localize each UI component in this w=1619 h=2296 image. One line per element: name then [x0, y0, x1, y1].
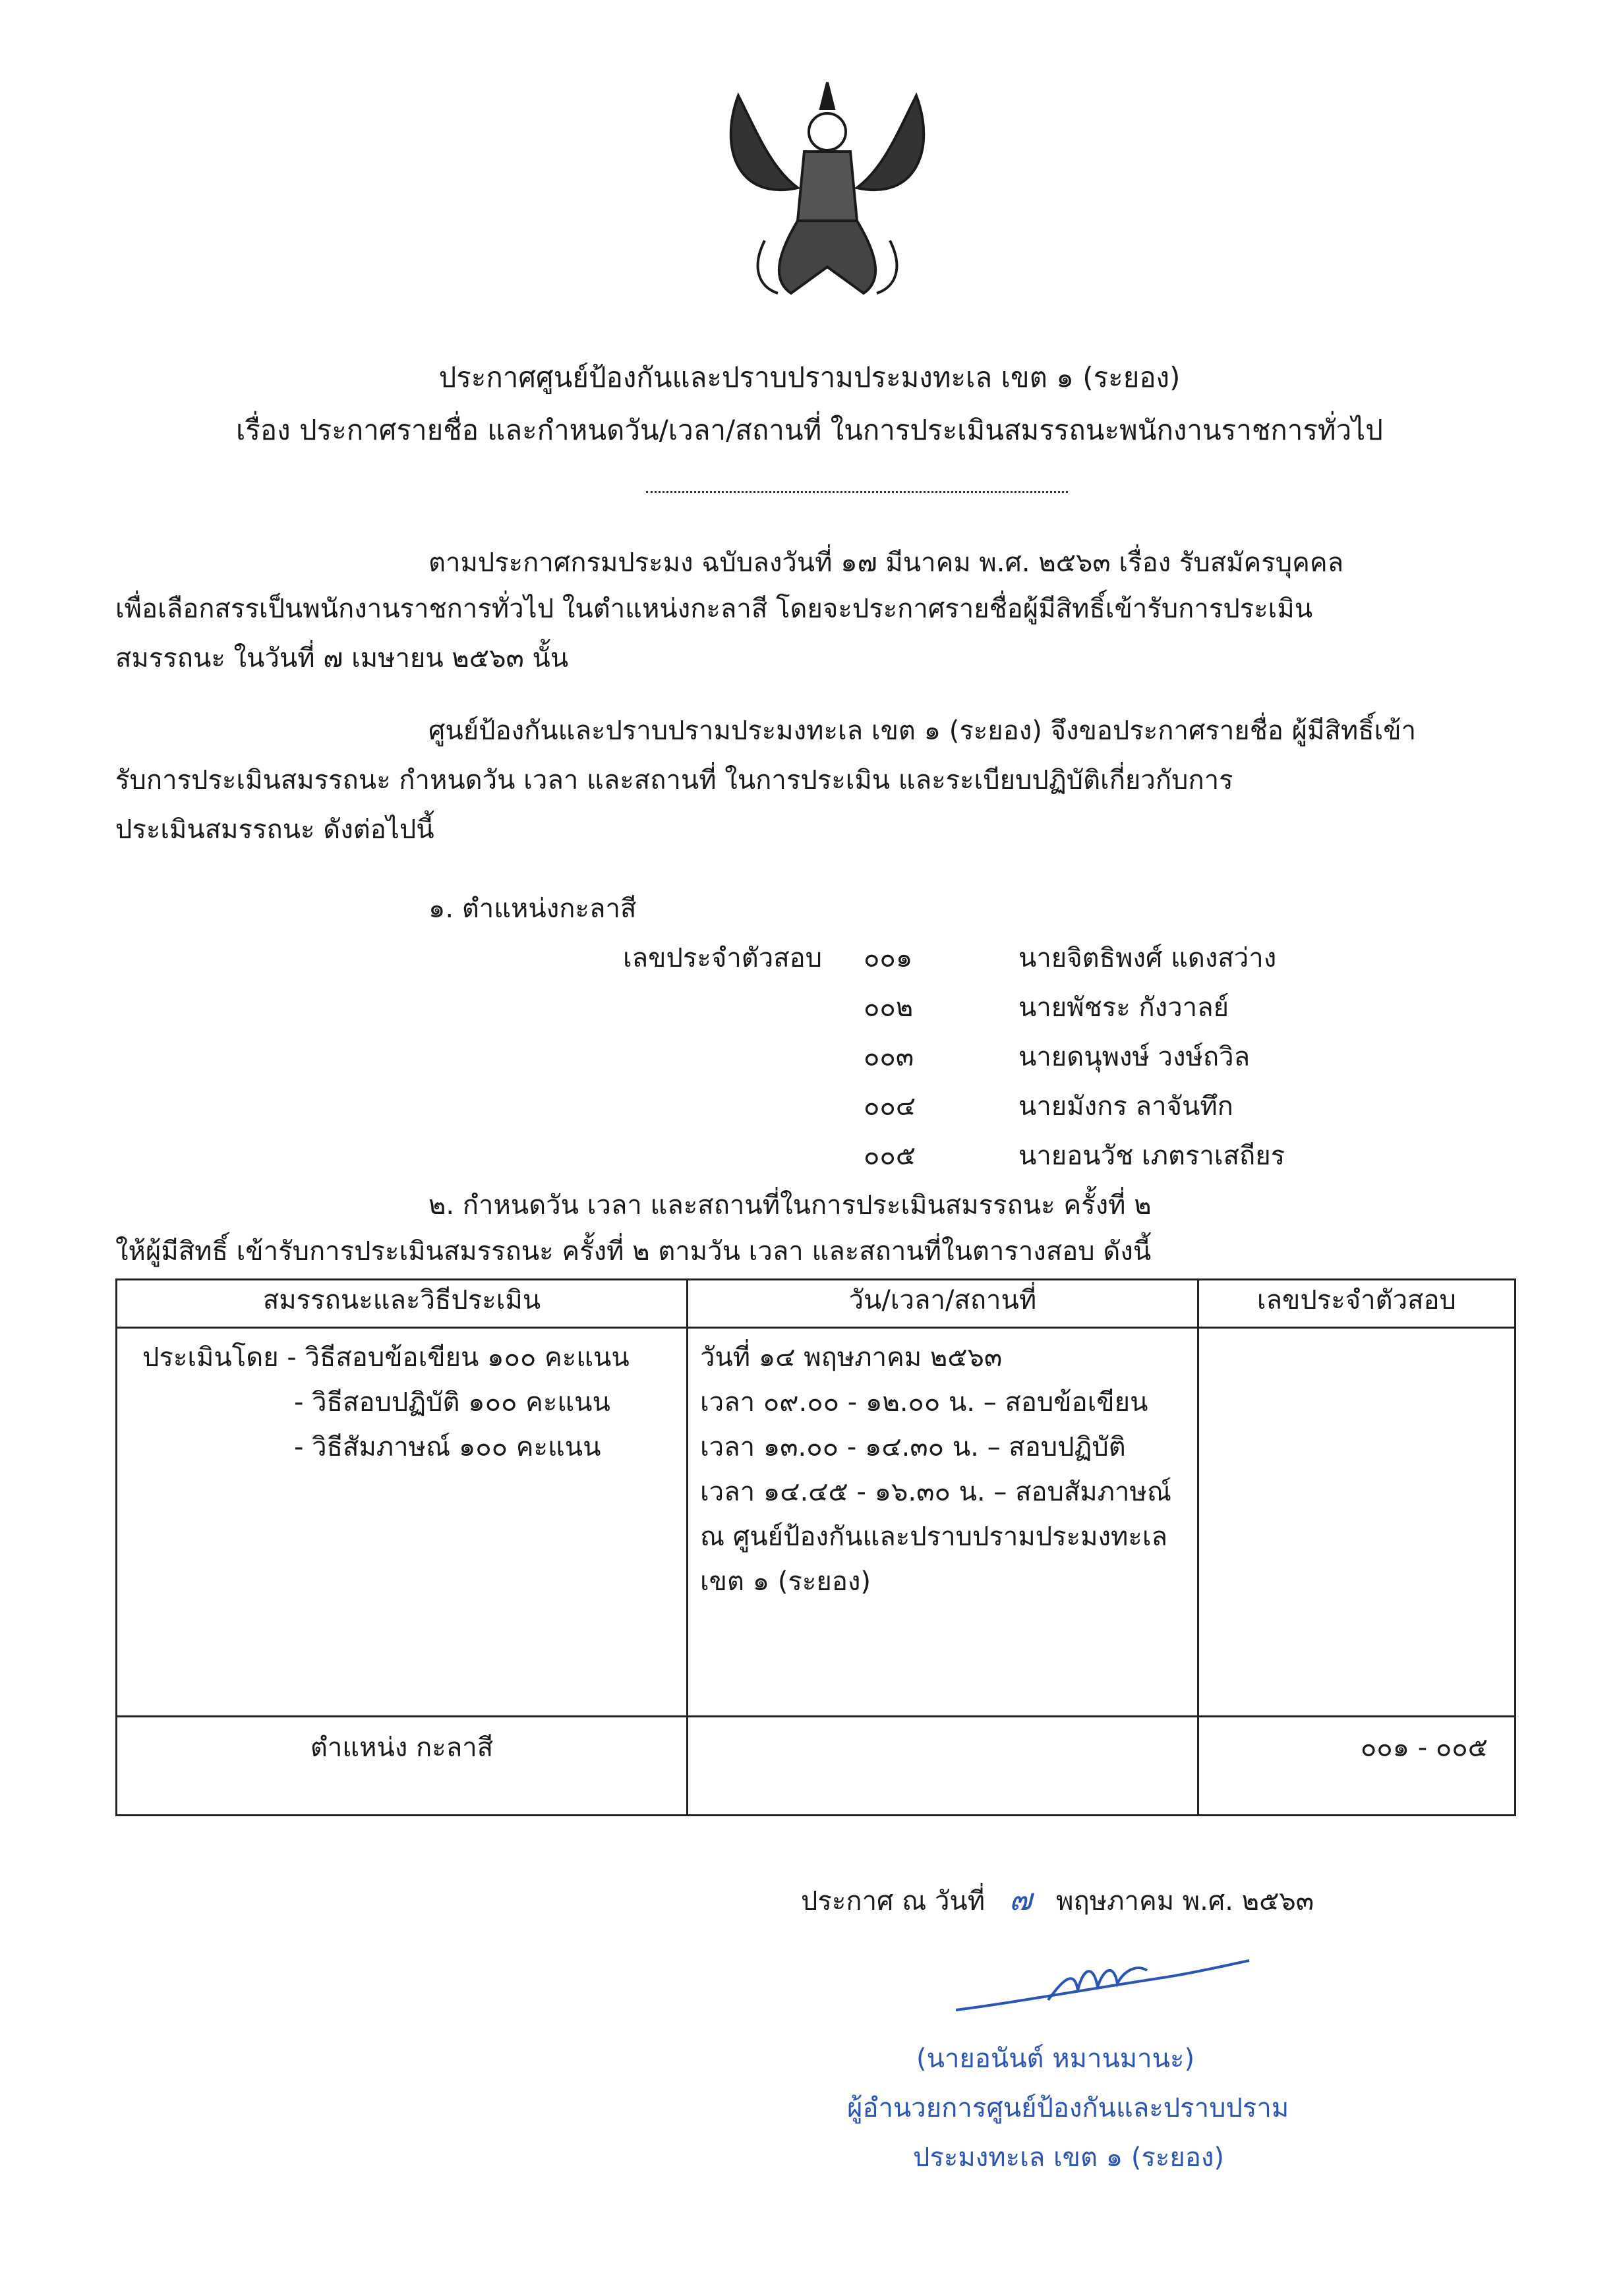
schedule-line: เวลา ๑๓.๐๐ - ๑๔.๓๐ น. – สอบปฏิบัติ [700, 1432, 1126, 1462]
handwritten-signature-icon [949, 1937, 1252, 2030]
method-cell [117, 1328, 688, 1717]
title-divider [646, 491, 1068, 493]
announcement-suffix: พฤษภาคม พ.ศ. ๒๕๖๓ [1056, 1886, 1314, 1916]
signer-name: (นายอนันต์ หมานมานะ) [916, 2044, 1195, 2074]
schedule-cell [688, 1328, 1198, 1717]
table-row [117, 1328, 1516, 1717]
paragraph1-line1: ตามประกาศกรมประมง ฉบับลงวันที่ ๑๗ มีนาคม พ.ศ. ๒๕๖๓ เรื่อง รับสมัครบุคคล [428, 548, 1344, 578]
column-header: สมรรถนะและวิธีประเมิน [117, 1280, 688, 1328]
candidate-id: ๐๐๓ [864, 1042, 914, 1072]
garuda-emblem-icon [699, 69, 956, 306]
table-row [117, 1717, 1516, 1816]
method-line: ประเมินโดย - วิธีสอบข้อเขียน ๑๐๐ คะแนน [142, 1342, 630, 1373]
candidate-name: นายมังกร ลาจันทึก [1018, 1091, 1233, 1122]
empty-cell [688, 1717, 1198, 1816]
section1-heading: ๑. ตำแหน่งกะลาสี [428, 894, 637, 924]
schedule-line: ณ ศูนย์ป้องกันและปราบปรามประมงทะเล [700, 1522, 1168, 1552]
schedule-line: วันที่ ๑๔ พฤษภาคม ๒๕๖๓ [700, 1342, 1003, 1373]
candidate-name: นายจิตธิพงศ์ แดงสว่าง [1018, 943, 1277, 973]
candidate-name: นายพัชระ กังวาลย์ [1018, 992, 1229, 1023]
candidate-id: ๐๐๔ [864, 1091, 916, 1122]
exam-schedule-table [115, 1278, 1516, 1816]
candidate-id: ๐๐๑ [864, 943, 913, 973]
title-line-1: ประกาศศูนย์ป้องกันและปราบปรามประมงทะเล เขต ๑ (ระยอง) [438, 361, 1181, 393]
column-header: เลขประจำตัวสอบ [1198, 1280, 1515, 1328]
column-header: วัน/เวลา/สถานที่ [688, 1280, 1198, 1328]
announcement-prefix: ประกาศ ณ วันที่ [801, 1886, 986, 1916]
candidate-id: ๐๐๕ [864, 1141, 916, 1171]
title-line-2: เรื่อง ประกาศรายชื่อ และกำหนดวัน/เวลา/สถานที่ ในการประเมินสมรรถนะพนักงานราชการทั่วไป [236, 414, 1383, 446]
candidate-name: นายดนุพงษ์ วงษ์ถวิล [1018, 1042, 1251, 1072]
method-line: - วิธีสัมภาษณ์ ๑๐๐ คะแนน [294, 1432, 601, 1462]
paragraph1-line2: เพื่อเลือกสรรเป็นพนักงานราชการทั่วไป ในตำแหน่งกะลาสี โดยจะประกาศรายชื่อผู้มีสิทธิ์เข้ารับการประเมิน [115, 594, 1313, 624]
schedule-line: เวลา ๑๔.๔๕ - ๑๖.๓๐ น. – สอบสัมภาษณ์ [700, 1477, 1171, 1507]
exam-id-label: เลขประจำตัวสอบ [623, 943, 823, 973]
paragraph2-line2: รับการประเมินสมรรถนะ กำหนดวัน เวลา และสถานที่ ในการประเมิน และระเบียบปฏิบัติเกี่ยวกับการ [115, 765, 1233, 795]
exam-id-cell [1198, 1328, 1515, 1717]
announcement-date [801, 1881, 1314, 1918]
candidate-name: นายอนวัช เภตราเสถียร [1018, 1141, 1285, 1171]
paragraph1-line3: สมรรถนะ ในวันที่ ๗ เมษายน ๒๕๖๓ นั้น [115, 643, 569, 674]
paragraph2-line1: ศูนย์ป้องกันและปราบปรามประมงทะเล เขต ๑ (ระยอง) จึงขอประกาศรายชื่อ ผู้มีสิทธิ์เข้า [428, 716, 1417, 746]
section2-heading: ๒. กำหนดวัน เวลา และสถานที่ในการประเมินสมรรถนะ ครั้งที่ ๒ [428, 1190, 1152, 1220]
schedule-line: เขต ๑ (ระยอง) [700, 1566, 871, 1597]
id-range-cell: ๐๐๑ - ๐๐๕ [1198, 1717, 1515, 1816]
position-cell: ตำแหน่ง กะลาสี [117, 1717, 688, 1816]
section2-intro: ให้ผู้มีสิทธิ์ เข้ารับการประเมินสมรรถนะ ครั้งที่ ๒ ตามวัน เวลา และสถานที่ในตารางสอบ ดังนี้ [115, 1236, 1152, 1267]
schedule-line: เวลา ๐๙.๐๐ - ๑๒.๐๐ น. – สอบข้อเขียน [700, 1387, 1148, 1418]
signer-title-line-1: ผู้อำนวยการศูนย์ป้องกันและปราบปราม [847, 2093, 1289, 2123]
method-line: - วิธีสอบปฏิบัติ ๑๐๐ คะแนน [294, 1387, 610, 1418]
announcement-day: ๗ [1009, 1881, 1032, 1917]
table-header-row [117, 1280, 1516, 1328]
signer-title-line-2: ประมงทะเล เขต ๑ (ระยอง) [913, 2142, 1224, 2173]
paragraph2-line3: ประเมินสมรรถนะ ดังต่อไปนี้ [115, 815, 434, 845]
candidate-id: ๐๐๒ [864, 992, 914, 1023]
